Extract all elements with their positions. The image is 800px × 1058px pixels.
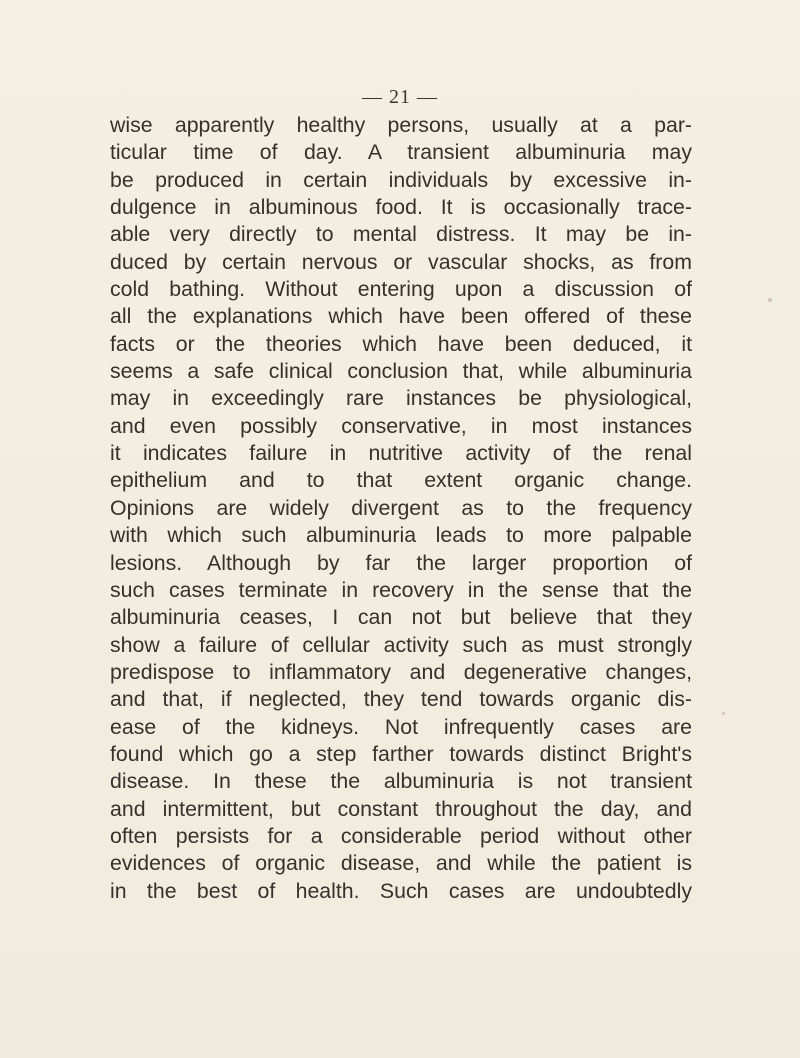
text-line-13: it indicates failure in nutritive activity of the renal <box>110 441 692 466</box>
text-line-15: Opinions are widely divergent as to the frequency <box>110 495 692 520</box>
text-line-1: wise apparently healthy persons, usually at a par- <box>110 113 692 137</box>
text-line-19: albuminuria ceases, I can not but believe that they <box>110 605 692 630</box>
text-line-3: be produced in certain individuals by excessive in- <box>110 167 692 192</box>
text-line-25: disease. In these the albuminuria is not transient <box>110 769 692 794</box>
text-line-6: duced by certain nervous or vascular shocks, as from <box>110 249 692 274</box>
text-line-4: dulgence in albuminous food. It is occasionally trace- <box>110 195 692 220</box>
text-line-29: in the best of health. Such cases are undoubtedly <box>110 878 692 903</box>
text-line-22: and that, if neglected, they tend towards organic dis- <box>110 687 692 712</box>
text-line-7: cold bathing. Without entering upon a discussion of <box>110 277 692 302</box>
paper-speck <box>768 298 772 302</box>
text-line-18: such cases terminate in recovery in the sense that the <box>110 577 692 602</box>
text-line-27: often persists for a considerable period without other <box>110 823 692 848</box>
text-line-16: with which such albuminuria leads to more palpable <box>110 523 692 548</box>
text-line-24: found which go a step farther towards distinct Bright's <box>110 741 692 766</box>
text-line-21: predispose to inflammatory and degenerative changes, <box>110 659 692 684</box>
text-line-20: show a failure of cellular activity such as must strongly <box>110 632 692 657</box>
text-line-12: and even possibly conservative, in most instances <box>110 413 692 438</box>
text-line-11: may in exceedingly rare instances be physiological, <box>110 386 692 411</box>
body-text <box>110 112 692 905</box>
text-line-26: and intermittent, but constant throughout the day, and <box>110 796 692 821</box>
text-line-2: ticular time of day. A transient albuminuria may <box>110 140 692 165</box>
text-line-9: facts or the theories which have been deduced, it <box>110 331 692 356</box>
paper-speck <box>722 712 725 715</box>
text-line-8: all the explanations which have been offered of these <box>110 304 692 329</box>
text-line-23: ease of the kidneys. Not infrequently cases are <box>110 714 692 739</box>
text-line-14: epithelium and to that extent organic change. <box>110 468 692 493</box>
page-number: — 21 — <box>362 86 438 108</box>
text-line-5: able very directly to mental distress. It may be in- <box>110 222 692 247</box>
text-line-17: lesions. Although by far the larger proportion of <box>110 550 692 575</box>
text-line-10: seems a safe clinical conclusion that, while albuminuria <box>110 359 692 384</box>
text-line-28: evidences of organic disease, and while the patient is <box>110 851 692 876</box>
